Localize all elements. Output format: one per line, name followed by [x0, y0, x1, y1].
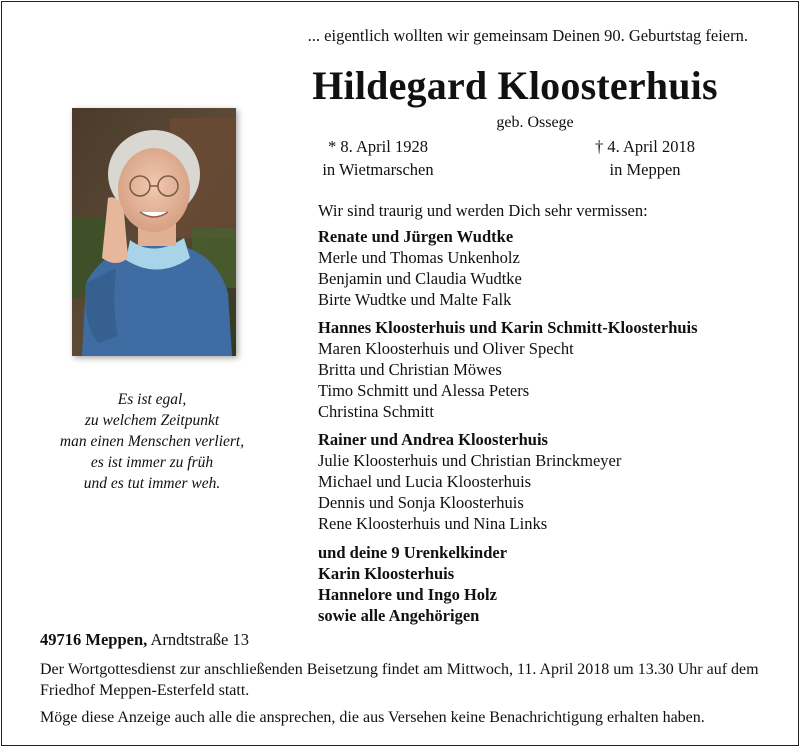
memorial-quote — [32, 389, 272, 494]
quote-line: zu welchem Zeitpunkt — [84, 412, 220, 429]
death-date: † 4. April 2018 — [595, 137, 695, 156]
quote-line: Es ist egal, — [117, 391, 187, 408]
mourners-list — [318, 200, 788, 626]
family-member: Christina Schmitt — [318, 402, 434, 421]
closing-line: und deine 9 Urenkelkinder — [318, 543, 508, 562]
family-member: Timo Schmitt und Alessa Peters — [318, 381, 530, 400]
service-notice: Der Wortgottesdienst zur anschließenden Beisetzung findet am Mittwoch, 11. April 2018 um 13.30 Uhr auf dem Friedhof Meppen-Esterfeld statt. — [40, 661, 759, 699]
obituary-notice — [1, 1, 799, 746]
intro-line: ... eigentlich wollten wir gemeinsam Deinen 90. Geburtstag feiern. — [307, 26, 748, 45]
family-group-head: Hannes Kloosterhuis und Karin Schmitt-Kloosterhuis — [318, 318, 698, 337]
birth-place: in Wietmarschen — [322, 160, 434, 179]
address-city: 49716 Meppen, — [40, 630, 148, 649]
address-street: Arndtstraße 13 — [150, 630, 249, 649]
quote-line: und es tut immer weh. — [83, 475, 221, 492]
closing-mourners — [318, 542, 788, 626]
death-info — [535, 135, 755, 181]
family-group — [318, 317, 788, 422]
family-member: Julie Kloosterhuis und Christian Brinckmeyer — [318, 451, 622, 470]
family-member: Benjamin und Claudia Wudtke — [318, 269, 522, 288]
quote-line: man einen Menschen verliert, — [59, 433, 245, 450]
family-member: Dennis und Sonja Kloosterhuis — [318, 493, 524, 512]
closing-line: Karin Kloosterhuis — [318, 564, 455, 583]
family-member: Birte Wudtke und Malte Falk — [318, 290, 512, 309]
family-group — [318, 226, 788, 310]
closing-line: Hannelore und Ingo Holz — [318, 585, 497, 604]
family-member: Merle und Thomas Unkenholz — [318, 248, 520, 267]
birth-date: * 8. April 1928 — [328, 137, 428, 156]
portrait-photo — [72, 108, 236, 356]
death-place: in Meppen — [609, 160, 681, 179]
family-member: Michael und Lucia Kloosterhuis — [318, 472, 532, 491]
birth-info — [268, 135, 488, 181]
family-member: Rene Kloosterhuis und Nina Links — [318, 514, 548, 533]
closing-notice: Möge diese Anzeige auch alle die ansprechen, die aus Versehen keine Benachrichtigung erhalten haben. — [40, 709, 705, 726]
mourners-lead: Wir sind traurig und werden Dich sehr vermissen: — [318, 201, 648, 220]
family-member: Maren Kloosterhuis und Oliver Specht — [318, 339, 574, 358]
family-group — [318, 429, 788, 534]
address — [40, 630, 249, 650]
deceased-name: Hildegard Kloosterhuis — [312, 63, 718, 108]
quote-line: es ist immer zu früh — [90, 454, 214, 471]
family-member: Britta und Christian Möwes — [318, 360, 502, 379]
family-group-head: Rainer und Andrea Kloosterhuis — [318, 430, 548, 449]
family-group-head: Renate und Jürgen Wudtke — [318, 227, 514, 246]
maiden-name: geb. Ossege — [496, 114, 574, 131]
closing-line: sowie alle Angehörigen — [318, 606, 480, 625]
